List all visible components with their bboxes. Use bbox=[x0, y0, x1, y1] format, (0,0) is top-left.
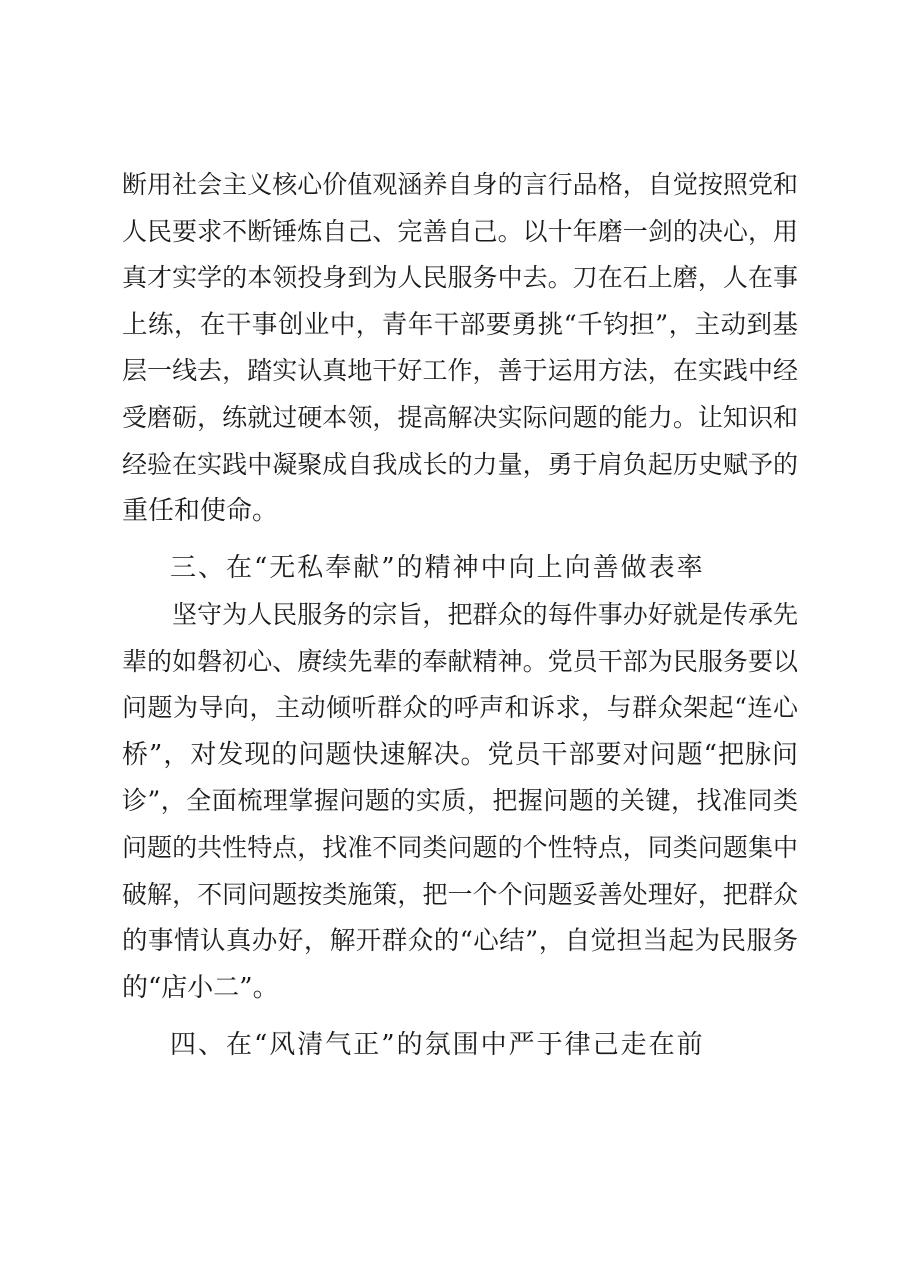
paragraph-2-line: 的“店小二”。 bbox=[122, 972, 279, 1003]
paragraph-2-line: 桥”，对发现的问题快速解决。党员干部要对问题“把脉问 bbox=[122, 739, 798, 770]
section-heading-3: 三、在“无私奉献”的精神中向上向善做表率 bbox=[170, 553, 705, 583]
paragraph-2-line: 坚守为人民服务的宗旨，把群众的每件事办好就是传承先 bbox=[172, 600, 798, 629]
paragraph-2-line: 的事情认真办好，解开群众的“心结”，自觉担当起为民服务 bbox=[122, 926, 798, 957]
paragraph-1-line: 层一线去，踏实认真地干好工作，善于运用方法，在实践中经 bbox=[122, 356, 798, 386]
paragraph-1-line: 断用社会主义核心价值观涵养自身的言行品格，自觉按照党和 bbox=[122, 170, 798, 199]
paragraph-1-line: 真才实学的本领投身到为人民服务中去。刀在石上磨，人在事 bbox=[122, 263, 798, 293]
paragraph-2-line: 破解，不同问题按类施策，把一个个问题妥善处理好，把群众 bbox=[122, 879, 798, 909]
paragraph-1-line: 人民要求不断锤炼自己、完善自己。以十年磨一剑的决心，用 bbox=[122, 216, 798, 246]
paragraph-2-line: 辈的如磐初心、赓续先辈的奉献精神。党员干部为民服务要以 bbox=[122, 646, 798, 676]
paragraph-1-line: 重任和使命。 bbox=[122, 496, 279, 527]
paragraph-2-line: 问题的共性特点，找准不同类问题的个性特点，同类问题集中 bbox=[122, 832, 798, 862]
paragraph-2-line: 问题为导向，主动倾听群众的呼声和诉求，与群众架起“连心 bbox=[122, 693, 798, 723]
paragraph-1-line: 上练，在干事创业中，青年干部要勇挑“千钧担”，主动到基 bbox=[122, 309, 798, 340]
paragraph-1-line: 经验在实践中凝聚成自我成长的力量，勇于肩负起历史赋予的 bbox=[122, 449, 798, 479]
paragraph-1 bbox=[122, 162, 798, 535]
paragraph-2 bbox=[122, 592, 798, 1011]
section-heading-4: 四、在“风清气正”的氛围中严于律己走在前 bbox=[170, 1030, 705, 1060]
paragraph-2-line: 诊”，全面梳理掌握问题的实质，把握问题的关键，找准同类 bbox=[122, 786, 798, 816]
paragraph-1-line: 受磨砺，练就过硬本领，提高解决实际问题的能力。让知识和 bbox=[122, 402, 798, 432]
